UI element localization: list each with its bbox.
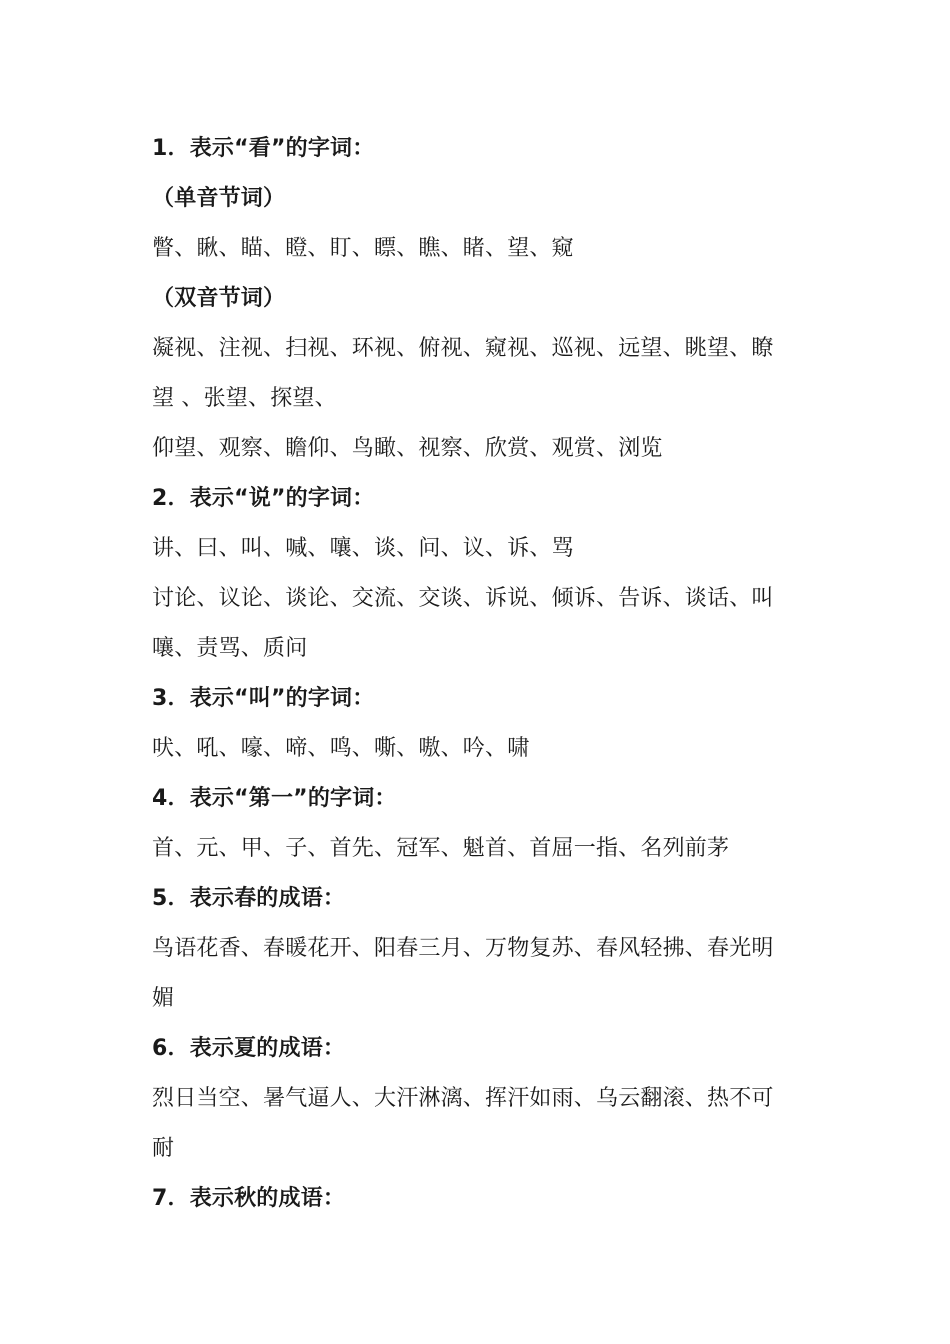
word-list-say-single: 讲、曰、叫、喊、嚷、谈、问、议、诉、骂 [152,536,574,561]
subheading-single-syllable: （单音节词） [152,186,286,211]
section-heading-say: 2．表示“说”的字词： [152,486,375,511]
section-heading-call: 3．表示“叫”的字词： [152,686,375,711]
idiom-list-spring-2: 媚 [152,986,175,1011]
idiom-list-summer-1: 烈日当空、暑气逼人、大汗淋漓、挥汗如雨、乌云翻滚、热不可 [152,1086,774,1111]
word-list-look-double-1: 凝视、注视、扫视、环视、俯视、窥视、巡视、远望、眺望、瞭 [152,336,774,361]
section-heading-spring: 5．表示春的成语： [152,886,346,911]
section-heading-look: 1．表示“看”的字词： [152,136,375,161]
section-heading-first: 4．表示“第一”的字词： [152,786,397,811]
idiom-list-spring-1: 鸟语花香、春暖花开、阳春三月、万物复苏、春风轻拂、春光明 [152,936,774,961]
word-list-look-double-3: 仰望、观察、瞻仰、鸟瞰、视察、欣赏、观赏、浏览 [152,436,663,461]
word-list-call: 吠、吼、嚎、啼、鸣、嘶、嗷、吟、啸 [152,736,530,761]
word-list-say-double-2: 嚷、责骂、质问 [152,636,308,661]
idiom-list-summer-2: 耐 [152,1136,175,1161]
document-page [152,124,812,1224]
subheading-double-syllable: （双音节词） [152,286,286,311]
word-list-say-double-1: 讨论、议论、谈论、交流、交谈、诉说、倾诉、告诉、谈话、叫 [152,586,774,611]
word-list-look-double-2: 望 、张望、探望、 [152,386,337,411]
word-list-look-single: 瞥、瞅、瞄、瞪、盯、瞟、瞧、睹、望、窥 [152,236,574,261]
section-heading-summer: 6．表示夏的成语： [152,1036,346,1061]
section-heading-autumn: 7．表示秋的成语： [152,1186,346,1211]
word-list-first: 首、元、甲、子、首先、冠军、魁首、首屈一指、名列前茅 [152,836,730,861]
